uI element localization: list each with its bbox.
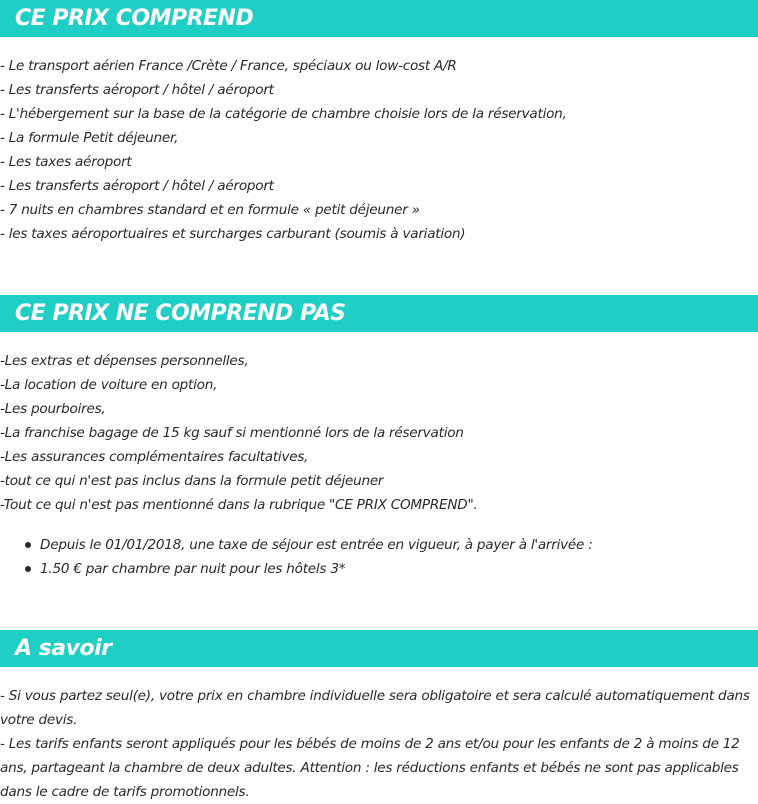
bullet-text: 1.50 € par chambre par nuit pour les hôtels 3* <box>40 561 346 577</box>
list-item: - les taxes aéroportuaires et surcharges carburant (soumis à variation) <box>0 226 466 242</box>
list-item: - Les transferts aéroport / hôtel / aéroport <box>0 82 274 98</box>
section-header-not-included <box>0 295 758 332</box>
list-item: - Les transferts aéroport / hôtel / aéroport <box>0 178 274 194</box>
section-title-not-included: CE PRIX NE COMPREND PAS <box>15 300 346 326</box>
list-item: -Les extras et dépenses personnelles, <box>0 353 249 369</box>
section-header-good-to-know <box>0 630 758 667</box>
list-item: -La franchise bagage de 15 kg sauf si mentionné lors de la réservation <box>0 425 464 441</box>
bullet-text: Depuis le 01/01/2018, une taxe de séjour est entrée en vigueur, à payer à l'arrivée : <box>40 537 593 553</box>
not-included-list <box>0 349 758 517</box>
list-item: -Les pourboires, <box>0 401 106 417</box>
bullet-item <box>0 533 758 557</box>
list-item: - Les taxes aéroport <box>0 154 132 170</box>
section-good-to-know <box>0 630 758 804</box>
section-included <box>0 0 758 246</box>
bullet-dot-icon <box>25 566 31 572</box>
included-list <box>0 54 758 246</box>
good-to-know-text <box>0 684 758 804</box>
info-paragraph: - Si vous partez seul(e), votre prix en chambre individuelle sera obligatoire et sera calculé automatiquement dans votre devis. <box>0 688 750 728</box>
section-header-included <box>0 0 758 37</box>
section-title-good-to-know: A savoir <box>15 635 112 661</box>
list-item: - La formule Petit déjeuner, <box>0 130 179 146</box>
list-item: -tout ce qui n'est pas inclus dans la formule petit déjeuner <box>0 473 384 489</box>
section-title-included: CE PRIX COMPREND <box>15 5 254 31</box>
bullet-dot-icon <box>25 542 31 548</box>
list-item: - Le transport aérien France /Crète / France, spéciaux ou low-cost A/R <box>0 58 457 74</box>
list-item: -Tout ce qui n'est pas mentionné dans la rubrique "CE PRIX COMPREND". <box>0 497 478 513</box>
bullet-item <box>0 557 758 581</box>
tax-bullets <box>0 533 758 581</box>
section-not-included <box>0 295 758 581</box>
list-item: -La location de voiture en option, <box>0 377 218 393</box>
info-paragraph: - Les tarifs enfants seront appliqués pour les bébés de moins de 2 ans et/ou pour les enfants de 2 à moins de 12 ans, partageant la chambre de deux adultes. Attention : les réductions enfants et bébés ne sont pas applicables dans le cadre de tarifs promotionnels. <box>0 736 740 800</box>
list-item: - L'hébergement sur la base de la catégorie de chambre choisie lors de la réservation, <box>0 106 567 122</box>
list-item: -Les assurances complémentaires facultatives, <box>0 449 309 465</box>
list-item: - 7 nuits en chambres standard et en formule « petit déjeuner » <box>0 202 420 218</box>
